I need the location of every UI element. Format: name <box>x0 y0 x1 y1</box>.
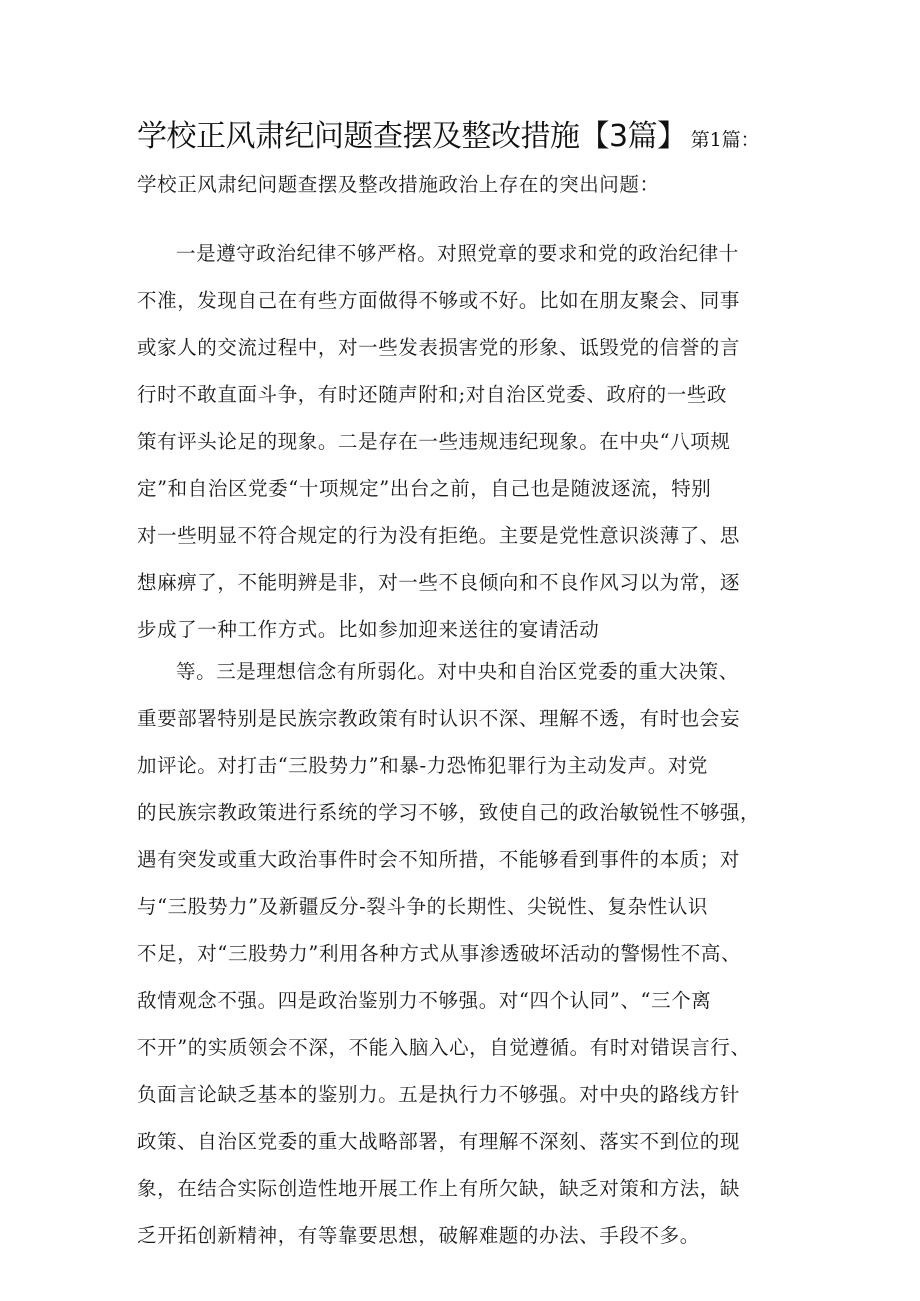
paragraph-line: 一是遵守政治纪律不够严格。对照党章的要求和党的政治纪律十 <box>176 242 739 265</box>
paragraph-line: 重要部署特别是民族宗教政策有时认识不深、理解不透，有时也会妄 <box>137 707 741 730</box>
paragraph-line: 的民族宗教政策进行系统的学习不够，致使自己的政治敏锐性不够强， <box>137 801 761 824</box>
paragraph-line: 政策、自治区党委的重大战略部署，有理解不深刻、落实不到位的现 <box>137 1130 741 1153</box>
paragraph-line: 遇有突发或重大政治事件时会不知所措，不能够看到事件的本质；对 <box>137 848 741 871</box>
paragraph-line: 或家人的交流过程中，对一些发表损害党的形象、诋毁党的信誉的言 <box>137 336 741 359</box>
paragraph-line: 负面言论缺乏基本的鉴别力。五是执行力不够强。对中央的路线方针 <box>137 1083 741 1106</box>
paragraph-line: 对一些明显不符合规定的行为没有拒绝。主要是党性意识淡薄了、思 <box>137 524 741 547</box>
paragraph-line: 加评论。对打击“三股势力”和暴-力恐怖犯罪行为主动发声。对党 <box>137 754 709 777</box>
paragraph-line: 步成了一种工作方式。比如参加迎来送往的宴请活动 <box>137 618 600 641</box>
document-title-line <box>137 111 837 157</box>
paragraph-line: 不准，发现自己在有些方面做得不够或不好。比如在朋友聚会、同事 <box>137 289 741 312</box>
paragraph-line: 不开”的实质领会不深，不能入脑入心，自觉遵循。有时对错误言行、 <box>137 1036 751 1059</box>
paragraph-line: 与“三股势力”及新疆反分-裂斗争的长期性、尖锐性、复杂性认识 <box>137 895 709 918</box>
document-title-suffix: 第1篇： <box>690 129 760 151</box>
paragraph-line: 象，在结合实际创造性地开展工作上有所欠缺，缺乏对策和方法，缺 <box>137 1177 741 1200</box>
document-subtitle: 学校正风肃纪问题查摆及整改措施政治上存在的突出问题： <box>137 173 660 196</box>
paragraph-line: 定”和自治区党委“十项规定”出台之前，自己也是随波逐流，特别 <box>137 477 712 500</box>
paragraph-line: 不足，对“三股势力”利用各种方式从事渗透破坏活动的警惕性不高、 <box>137 942 742 965</box>
paragraph-line: 敌情观念不强。四是政治鉴别力不够强。对“四个认同”、“三个离 <box>137 989 712 1012</box>
paragraph-line: 行时不敢直面斗争，有时还随声附和;对自治区党委、政府的一些政 <box>137 383 728 406</box>
paragraph-line: 策有评头论足的现象。二是存在一些违规违纪现象。在中央“八项规 <box>137 430 731 453</box>
paragraph-line: 等。三是理想信念有所弱化。对中央和自治区党委的重大决策、 <box>176 660 739 683</box>
paragraph-line: 想麻痹了，不能明辨是非，对一些不良倾向和不良作风习以为常，逐 <box>137 571 741 594</box>
paragraph-line: 乏开拓创新精神，有等靠要思想，破解难题的办法、手段不多。 <box>137 1224 700 1247</box>
document-title: 学校正风肃纪问题查摆及整改措施【3篇】 <box>137 119 687 154</box>
